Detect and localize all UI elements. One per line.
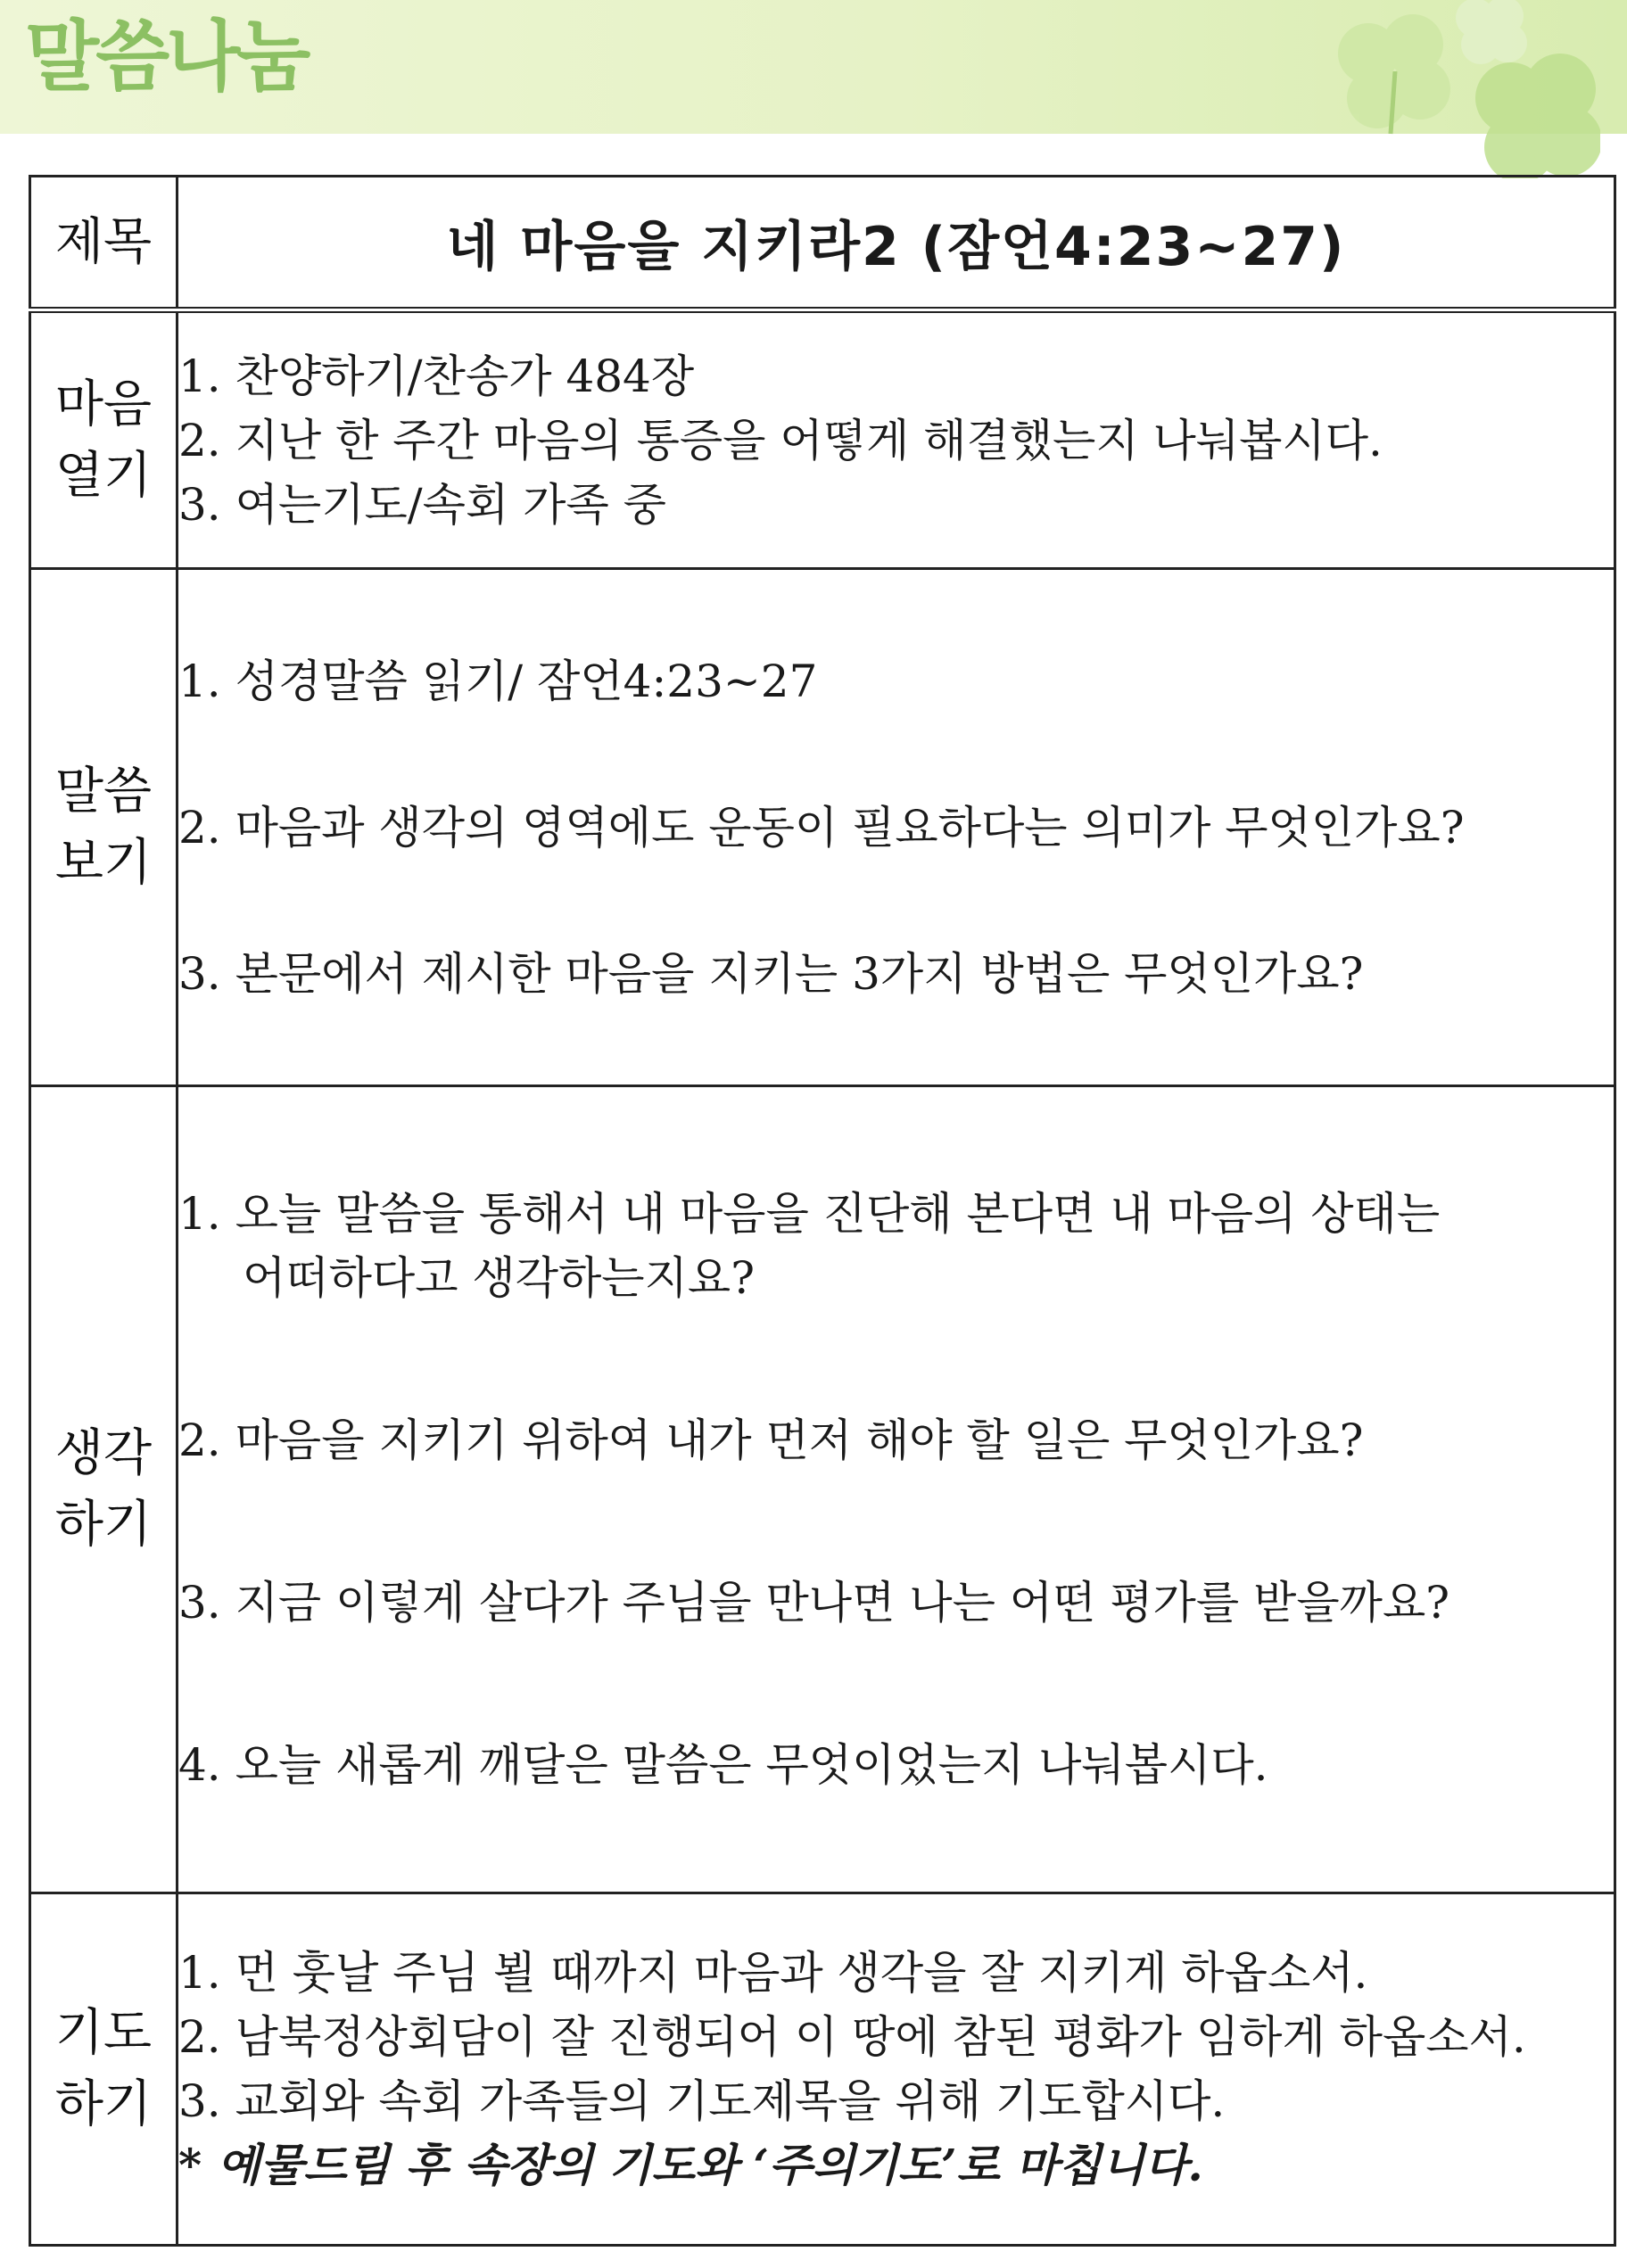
word-label-line1: 말씀: [54, 762, 153, 821]
sharing-sheet: [29, 175, 1616, 2247]
prayer-item: 3. 교회와 속회 가족들의 기도제목을 위해 기도합시다.: [178, 2075, 1226, 2127]
word-row: [30, 569, 1615, 1086]
reflect-item: 3. 지금 이렇게 살다가 주님을 만나면 나는 어떤 평가를 받을까요?: [178, 1577, 1450, 1629]
reflect-row: [30, 1086, 1615, 1893]
opening-label: [30, 310, 178, 569]
word-item: 3. 본문에서 제시한 마음을 지키는 3가지 방법은 무엇인가요?: [178, 947, 1364, 1000]
opening-label-line1: 마음: [54, 375, 153, 433]
opening-item: 1. 찬양하기/찬송가 484장: [178, 350, 695, 402]
opening-item: 2. 지난 한 주간 마음의 통증을 어떻게 해결했는지 나눠봅시다.: [178, 414, 1383, 466]
clover-icon: [1306, 0, 1600, 178]
closing-note: * 예물드림 후 속장의 기도와 ‘주의기도’로 마칩니다.: [178, 2139, 1203, 2191]
word-label: [30, 569, 178, 1086]
prayer-item: 2. 남북정상회담이 잘 진행되어 이 땅에 참된 평화가 임하게 하옵소서.: [178, 2011, 1526, 2063]
word-item: 2. 마음과 생각의 영역에도 운동이 필요하다는 의미가 무엇인가요?: [178, 801, 1465, 854]
section-title: 말씀나눔: [25, 12, 308, 102]
opening-item: 3. 여는기도/속회 가족 중: [178, 478, 666, 531]
prayer-label-line2: 하기: [54, 2075, 153, 2133]
prayer-row: [30, 1893, 1615, 2246]
word-label-line2: 보기: [54, 833, 153, 892]
word-item: 1. 성경말씀 읽기/ 잠언4:23~27: [178, 655, 818, 707]
reflect-item: 4. 오늘 새롭게 깨달은 말씀은 무엇이었는지 나눠봅시다.: [178, 1739, 1268, 1791]
opening-row: [30, 310, 1615, 569]
prayer-content: [178, 1893, 1615, 2246]
reflect-label: [30, 1086, 178, 1893]
reflect-label-line2: 하기: [54, 1496, 153, 1554]
opening-content: [178, 310, 1615, 569]
prayer-item: 1. 먼 훗날 주님 뵐 때까지 마음과 생각을 잘 지키게 하옵소서.: [178, 1947, 1368, 1999]
title-row: [30, 177, 1615, 310]
reflect-item: 2. 마음을 지키기 위하여 내가 먼저 해야 할 일은 무엇인가요?: [178, 1414, 1364, 1466]
opening-label-line2: 열기: [54, 446, 153, 505]
prayer-label-line1: 기도: [54, 2004, 153, 2062]
prayer-label: [30, 1893, 178, 2246]
reflect-label-line1: 생각: [54, 1424, 153, 1482]
sermon-title: 네 마음을 지키라2 (잠언4:23~27): [178, 177, 1615, 310]
reflect-item: 1. 오늘 말씀을 통해서 내 마음을 진단해 본다면 내 마음의 상태는: [178, 1188, 1441, 1240]
reflect-content: [178, 1086, 1615, 1893]
reflect-item-continuation: 어떠하다고 생각하는지요?: [243, 1252, 755, 1304]
title-label: 제목: [30, 177, 178, 310]
word-content: [178, 569, 1615, 1086]
